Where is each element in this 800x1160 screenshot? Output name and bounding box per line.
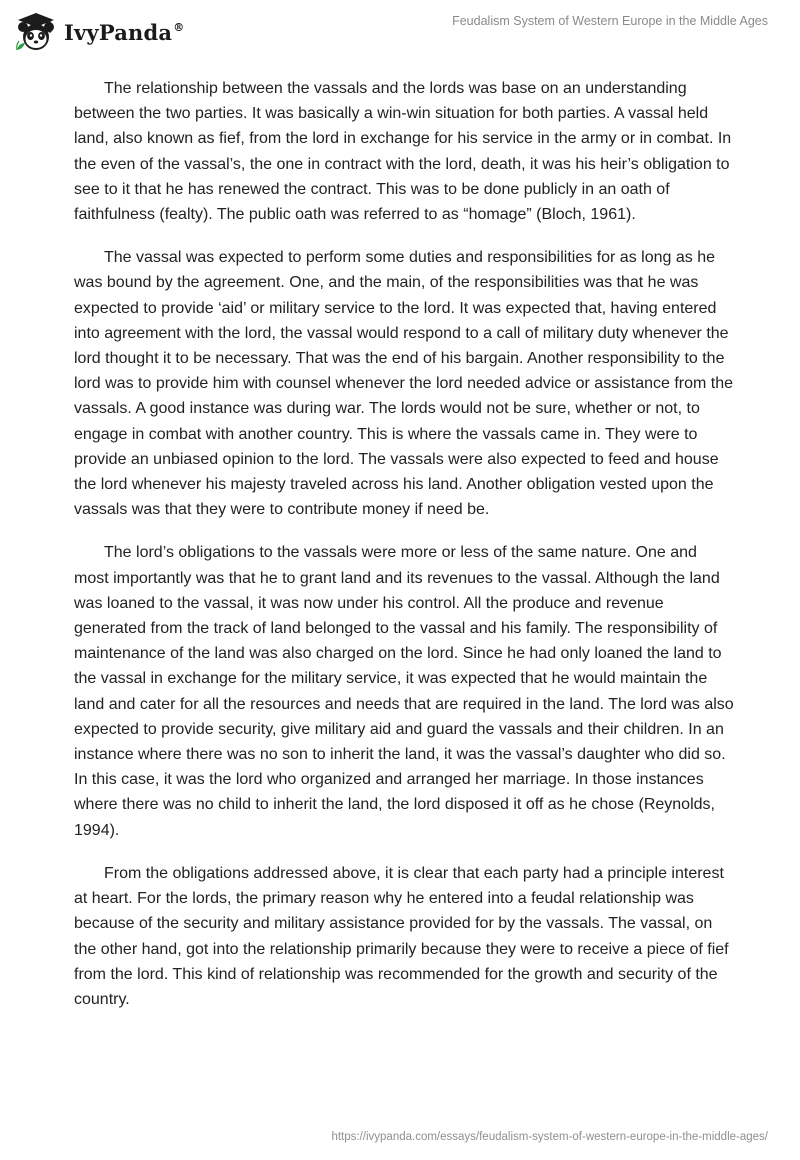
document-title: Feudalism System of Western Europe in the Middle Ages bbox=[452, 14, 768, 28]
paragraph: The relationship between the vassals and the lords was base on an understanding between the two parties. It was basically a win-win situation for both parties. A vassal held land, also known as fief, from the lord in exchange for his service in the army or in combat. In the even of the vassal’s, the one in contract with the lord, death, it was his heir’s obligation to see to it that he has renewed the contract. This was to be done publicly in an oath of faithfulness (fealty). The public oath was referred to as “homage” (Bloch, 1961). bbox=[74, 80, 732, 224]
logo-wordmark bbox=[64, 20, 184, 45]
paragraph: From the obligations addressed above, it is clear that each party had a principle interest at heart. For the lords, the primary reason why he entered into a feudal relationship was because of the security and military assistance provided for by the vassals. The vassal, on the other hand, got into the relationship primarily because they were to receive a piece of fief from the lord. This kind of relationship was recommended for the growth and security of the country. bbox=[74, 864, 729, 1008]
essay-body bbox=[74, 76, 734, 1030]
ivypanda-logo[interactable] bbox=[14, 10, 184, 54]
panda-logo-icon bbox=[14, 10, 58, 54]
paragraph: The lord’s obligations to the vassals were more or less of the same nature. One and most importantly was that he to grant land and its revenues to the vassal. Although the land was loaned to the vassal, it was now under his control. All the produce and revenue generated from the track of land belonged to the vassal and his family. The responsibility of maintenance of the land was also charged on the lord. Since he had only loaned the land to the vassal in exchange for the military service, it was expected that he would maintain the land and cater for all the resources and needs that are required in the land. The lord was also expected to provide security, give military aid and guard the vassals and their children. In an instance where there was no son to inherit the land, it was the vassal’s daughter who did so. In this case, it was the lord who organized and arranged her marriage. In those instances where there was no child to inherit the land, the lord disposed it off as he chose (Reynolds, 1994). bbox=[74, 544, 734, 839]
registered-mark: ® bbox=[173, 20, 185, 34]
source-url[interactable]: https://ivypanda.com/essays/feudalism-system-of-western-europe-in-the-middle-ages/ bbox=[331, 1131, 768, 1143]
page-header bbox=[0, 0, 800, 62]
paragraph: The vassal was expected to perform some duties and responsibilities for as long as he was bound by the agreement. One, and the main, of the responsibilities was that he was expected to provide ‘aid’ or military service to the lord. It was expected that, having entered into agreement with the lord, the vassal would respond to a call of military duty whenever the lord thought it to be necessary. That was the end of his bargain. Another responsibility to the lord was to provide him with counsel whenever the lord needed advice or assistance from the vassals. A good instance was during war. The lords would not be sure, whether or not, to engage in combat with another country. This is where the vassals came in. They were to provide an unbiased opinion to the lord. The vassals were also expected to feed and house the lord whenever his majesty traveled across his land. Another obligation vested upon the vassals was that they were to contribute money if need be. bbox=[74, 249, 734, 519]
logo-text: IvyPanda bbox=[64, 19, 173, 45]
